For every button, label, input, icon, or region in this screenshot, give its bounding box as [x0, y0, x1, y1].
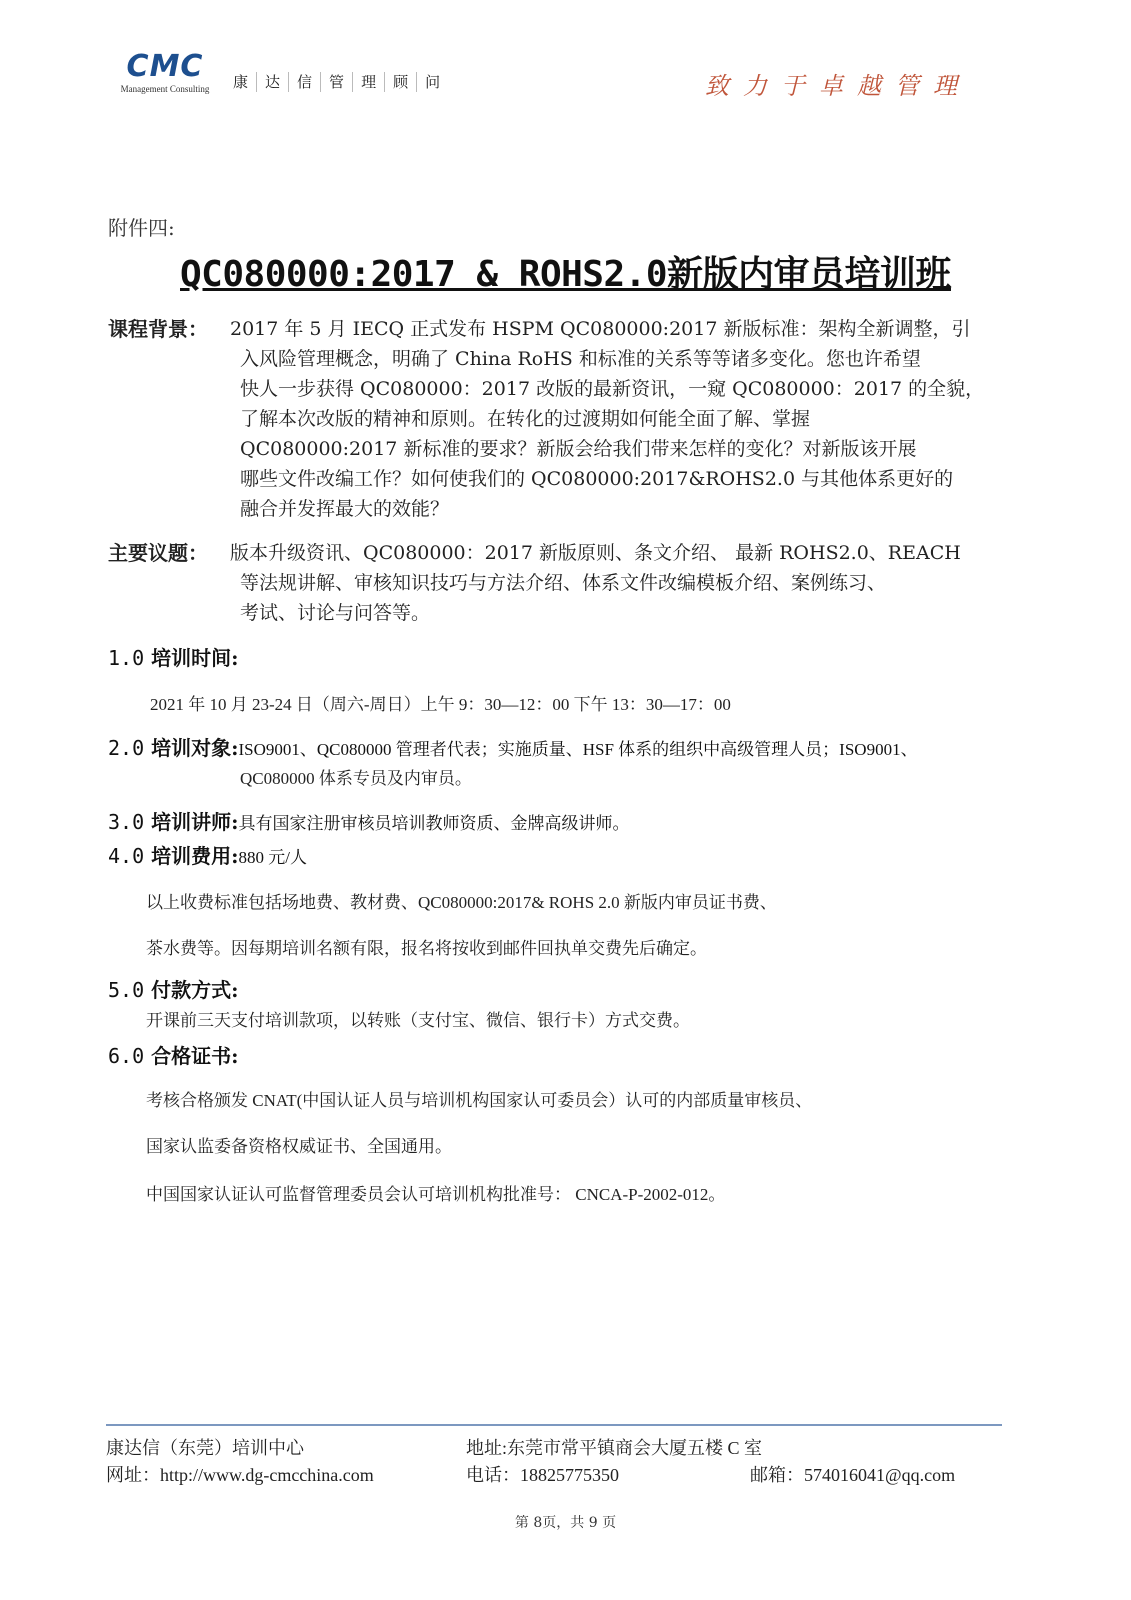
footer-website: 网址：http://www.dg-cmcchina.com	[106, 1465, 374, 1485]
topics-text	[230, 538, 1010, 628]
fee-note: 茶水费等。因每期培训名额有限，报名将按收到邮件回执单交费先后确定。	[146, 939, 707, 958]
training-time: 2021 年 10 月 23-24 日（周六-周日）上午 9：30—12：00 下午 13：30—17：00	[150, 695, 731, 714]
section-number: 1.0	[108, 646, 145, 670]
fee-note: 以上收费标准包括场地费、教材费、QC080000:2017& ROHS 2.0 新版内审员证书费、	[146, 893, 777, 912]
slogan: 致力于卓越管理	[705, 72, 971, 100]
topics-label: 主要议题：	[108, 541, 208, 565]
logo-mark: CMC	[126, 49, 204, 84]
section-2-heading	[108, 732, 918, 761]
target-audience-cont: QC080000 体系专员及内审员。	[240, 769, 472, 788]
section-number: 2.0	[108, 736, 145, 760]
background-text	[230, 314, 1010, 524]
company-char: 理	[353, 72, 385, 92]
section-label: 培训费用:	[151, 844, 239, 868]
footer-divider	[106, 1424, 1002, 1426]
company-char: 管	[321, 72, 353, 92]
background-line: 融合并发挥最大的效能？	[240, 498, 450, 520]
footer-phone: 电话：18825775350	[466, 1465, 619, 1485]
logo-subtitle: Management Consulting	[120, 84, 210, 94]
footer-address: 地址:东莞市常平镇商会大厦五楼 C 室	[466, 1438, 763, 1458]
section-5-heading	[108, 974, 238, 1003]
certificate-text: 考核合格颁发 CNAT(中国认证人员与培训机构国家认可委员会）认可的内部质量审核员、	[146, 1091, 813, 1110]
footer-center-name: 康达信（东莞）培训中心	[106, 1438, 304, 1458]
page-number: 第 8页，共 9 页	[514, 1515, 617, 1531]
section-number: 3.0	[108, 810, 145, 834]
section-label: 培训讲师:	[151, 810, 239, 834]
topics-line: 考试、讨论与问答等。	[240, 602, 431, 624]
background-label: 课程背景：	[108, 317, 208, 341]
section-4-heading	[108, 840, 307, 869]
section-number: 5.0	[108, 978, 145, 1002]
page-title: QC080000:2017 & ROHS2.0新版内审员培训班	[180, 254, 951, 295]
topics-line: 等法规讲解、审核知识技巧与方法介绍、体系文件改编模板介绍、案例练习、	[240, 572, 887, 594]
footer-email: 邮箱：574016041@qq.com	[750, 1465, 956, 1485]
company-char: 达	[257, 72, 289, 92]
section-1-heading	[108, 642, 238, 671]
section-number: 4.0	[108, 844, 145, 868]
section-label: 培训时间:	[151, 646, 239, 670]
background-line: 哪些文件改编工作？如何使我们的 QC080000:2017&ROHS2.0 与其他体系更好的	[240, 468, 954, 490]
background-line: 快人一步获得 QC080000：2017 改版的最新资讯，一窥 QC080000：2017 的全貌，	[240, 378, 985, 400]
company-char: 顾	[385, 72, 417, 92]
background-line: 了解本次改版的精神和原则。在转化的过渡期如何能全面了解、掌握	[240, 408, 811, 430]
cmc-logo	[110, 49, 220, 98]
company-char: 信	[289, 72, 321, 92]
approval-number: 中国国家认证认可监督管理委员会认可培训机构批准号： CNCA-P-2002-012。	[146, 1185, 726, 1204]
company-char: 问	[425, 73, 441, 91]
topics-line: 版本升级资讯、QC080000：2017 新版原则、条文介绍、 最新 ROHS2.0、REACH	[230, 542, 961, 564]
section-label: 付款方式:	[151, 978, 239, 1002]
section-number: 6.0	[108, 1044, 145, 1068]
background-line: QC080000:2017 新标准的要求？新版会给我们带来怎样的变化？对新版该开展	[240, 438, 917, 460]
target-audience: ISO9001、QC080000 管理者代表；实施质量、HSF 体系的组织中高级管理人员；ISO9001、	[238, 740, 918, 759]
lecturer-text: 具有国家注册审核员培训教师资质、金牌高级讲师。	[238, 814, 630, 833]
section-3-heading	[108, 806, 629, 835]
background-line: 入风险管理概念，明确了 China RoHS 和标准的关系等等诸多变化。您也许希望	[240, 348, 921, 370]
attachment-label: 附件四:	[108, 216, 175, 240]
section-label: 培训对象:	[151, 736, 239, 760]
company-char: 康	[233, 72, 257, 92]
company-name	[233, 72, 448, 92]
fee-text: 880 元/人	[238, 848, 307, 867]
section-label: 合格证书:	[151, 1044, 239, 1068]
certificate-text: 国家认监委备资格权威证书、全国通用。	[146, 1137, 452, 1156]
payment-text: 开课前三天支付培训款项，以转账（支付宝、微信、银行卡）方式交费。	[146, 1011, 690, 1030]
background-line: 2017 年 5 月 IECQ 正式发布 HSPM QC080000:2017 新版标准：架构全新调整，引	[230, 318, 971, 340]
section-6-heading	[108, 1040, 238, 1069]
